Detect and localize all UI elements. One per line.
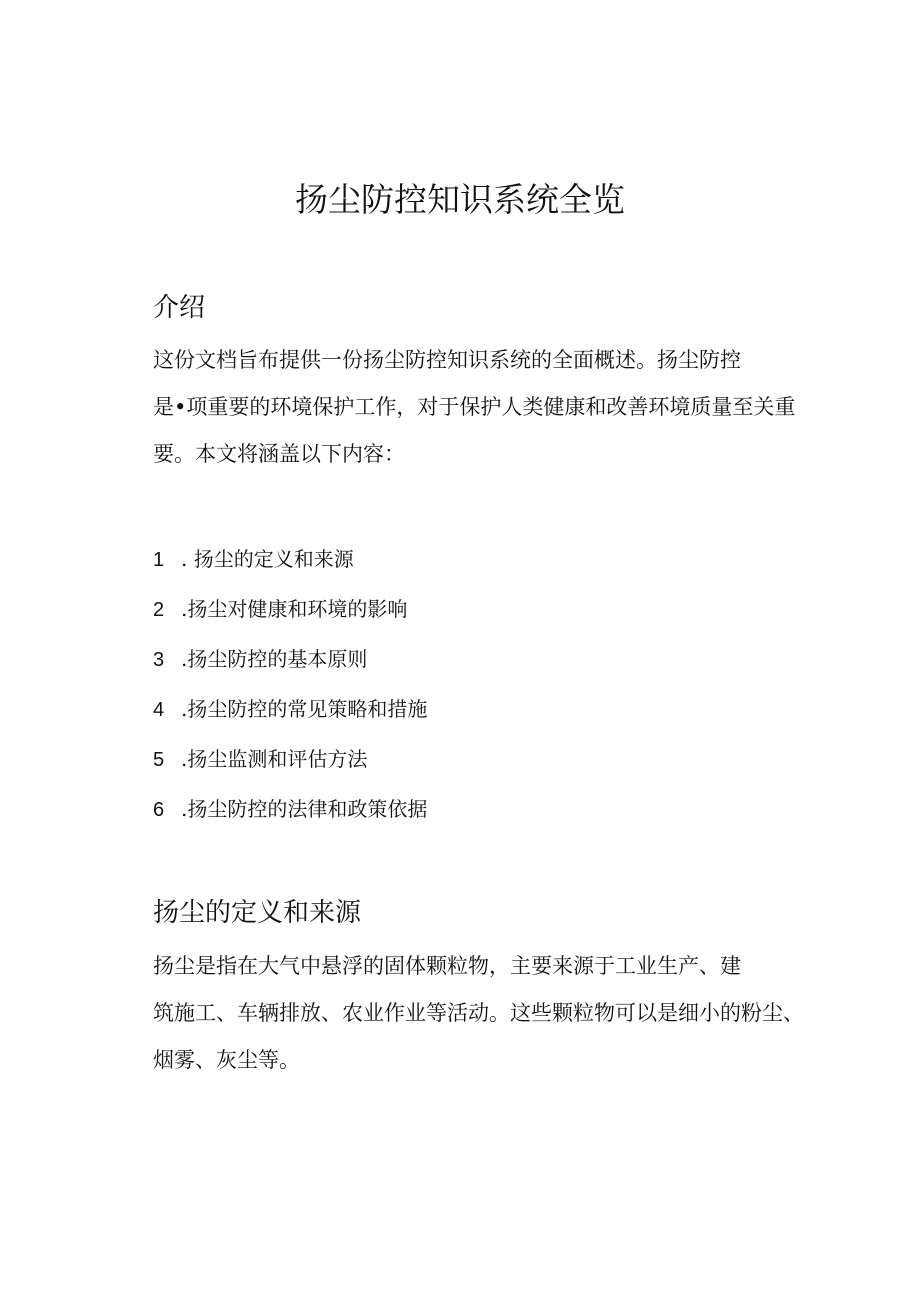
list-item-text: .扬尘监测和评估方法 <box>181 747 368 771</box>
list-item-text: .扬尘对健康和环境的影响 <box>181 597 408 621</box>
definition-line-1: 扬尘是指在大气中悬浮的固体颗粒物，主要来源于工业生产、建 <box>153 954 741 978</box>
intro-line-2: 是•项重要的环境保护工作，对于保护人类健康和改善环境质量至关重 <box>153 395 796 419</box>
list-item-number: 4 <box>153 699 165 721</box>
contents-list <box>153 537 427 837</box>
list-item-number: 6 <box>153 799 165 821</box>
list-item-number: 1 <box>153 549 165 571</box>
list-item-text: .扬尘防控的基本原则 <box>181 647 368 671</box>
definition-heading: 扬尘的定义和来源 <box>153 898 362 928</box>
definition-line-2: 筑施工、车辆排放、农业作业等活动。这些颗粒物可以是细小的粉尘、 <box>153 1001 804 1025</box>
list-item <box>153 737 427 787</box>
list-item-text: .扬尘防控的法律和政策依据 <box>181 797 428 821</box>
list-item <box>153 537 427 587</box>
intro-line-1: 这份文档旨布提供一份扬尘防控知识系统的全面概述。扬尘防控 <box>153 348 741 372</box>
list-item-text: . 扬尘的定义和来源 <box>181 547 354 571</box>
list-item-number: 2 <box>153 599 165 621</box>
list-item-number: 5 <box>153 749 165 771</box>
list-item <box>153 587 427 637</box>
definition-line-3: 烟雾、灰尘等。 <box>153 1048 300 1072</box>
list-item <box>153 637 427 687</box>
intro-heading: 介绍 <box>153 293 206 323</box>
intro-paragraph <box>153 337 823 478</box>
list-item <box>153 787 427 837</box>
document-title: 扬尘防控知识系统全览 <box>295 180 625 219</box>
list-item <box>153 687 427 737</box>
list-item-text: .扬尘防控的常见策略和措施 <box>181 697 428 721</box>
definition-paragraph <box>153 943 823 1084</box>
intro-line-3: 要。本文将涵盖以下内容： <box>153 442 405 466</box>
list-item-number: 3 <box>153 649 165 671</box>
